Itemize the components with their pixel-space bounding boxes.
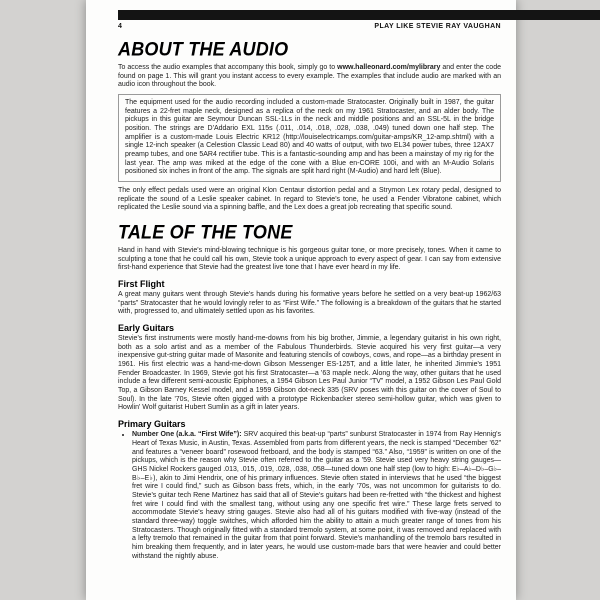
section-title-about-the-audio: ABOUT THE AUDIO (118, 38, 289, 60)
list-item-number-one (132, 431, 501, 561)
pedals-paragraph: The only effect pedals used were an original Klon Centaur distortion pedal and a Strymon Lex rotary pedal, designed to replicate the sound of a Leslie speaker cabinet. In regard to Stevie's tone, he used a Fender Vibratone cabinet, which replicated the Leslie sound via a spinning baffle, and the Lex does a great job recreating that specific sound. (118, 187, 501, 212)
early-guitars-paragraph: Stevie's first instruments were mostly hand-me-downs from his big brother, Jimmie, a legendary guitarist in his own right, both as a solo artist and as a member of the Fabulous Thunderbirds. Stevie acquired his very first guitar—a very inexpensive gut-string guitar made of Masonite and featuring stencils of cowboys, cows, and rope—as a birthday present in 1961. His first electric was a hand-me-down Gibson Messenger ES-125T, and a little later, he inherited Jimmie's 1951 Fender Broadcaster. In 1969, Stevie got his first Stratocaster—a '63 maple neck. Along the way, other guitars that he used include a few different semi-acoustic Epiphones, a 1954 Gibson Les Paul Junior “TV” model, a 1952 Gibson Les Paul Gold Top, a Gibson Barney Kessel model, and a 1959 Gibson dot-neck 335 (SRV poses with this guitar on the cover of Soul to Soul). In the late '70s, Stevie often gigged with a prototype Rickenbacker stereo semi-hollow guitar, which was given to Howlin' Wolf guitarist Hubert Sumlin as a gift in later years. (118, 335, 501, 412)
section-title-tale-of-the-tone: TALE OF THE TONE (118, 221, 293, 243)
page-header (118, 23, 501, 30)
equipment-box (118, 94, 501, 182)
equipment-paragraph: The equipment used for the audio recording included a custom-made Stratocaster. Originally built in 1987, the guitar features a 22-fret maple neck, designed as a replica of the neck on my 1961 Stratocaster, and an alder body. The pickups in this guitar are Seymour Duncan SSL-1Ls in the neck and middle positions and an SSL-5L in the bridge position. The strings are D'Addario EXL 115s (.011, .014, .018, .028, .038, .049) tuned down one half step. The amplifier is a custom-made Louis Electric KR12 (http://louiselectricamps.com/guitar-amps/KR_12-amp.shtml) with a single 12-inch speaker (a Celestion Classic Lead 80) and 40 watts of output, with two EL34 power tubes, three 12AX7 preamp tubes, and one 5AR4 rectifier tube. This is a fantastic-sounding amp and has been a mainstay of my rig for the last year. The amp was miked at the edge of the cone with a Blue en-CORE 100i, and with an M-Audio Solaris positioned six inches in front of the amp. The signals are split hard right (M-Audio) and hard left (Blue). (125, 99, 494, 176)
subheading-first-flight: First Flight (118, 279, 165, 290)
primary-guitars-list (118, 431, 501, 561)
subheading-early-guitars: Early Guitars (118, 323, 175, 334)
tale-intro-paragraph: Hand in hand with Stevie's mind-blowing technique is his gorgeous guitar tone, or more precisely, tones. When it came to sculpting a tone that he could call his own, Stevie took a unique approach to every aspect of gear. I can say from extensive first-hand experience that Stevie had the greatest live tone that I have ever heard in my life. (118, 247, 501, 272)
book-title: PLAY LIKE STEVIE RAY VAUGHAN (374, 23, 501, 30)
header-rule (118, 10, 600, 20)
mylibrary-url: www.halleonard.com/mylibrary (337, 64, 441, 71)
subheading-primary-guitars: Primary Guitars (118, 419, 186, 430)
page-number: 4 (118, 23, 123, 30)
book-page (86, 0, 516, 600)
intro-text-post: and enter the code found on page 1. This will grant you instant access to every example. The examples that include audio are marked with an audio icon throughout the book. (118, 64, 501, 89)
guitar-name-label: Number One (a.k.a. “First Wife”): (132, 431, 242, 439)
intro-text-pre: To access the audio examples that accompany this book, simply go to (118, 64, 338, 71)
first-flight-paragraph: A great many guitars went through Stevie's hands during his formative years before he settled on a very beat-up 1962/63 “parts” Stratocaster that he would lovingly refer to as “First Wife.” The following is a breakdown of the guitars that he started with, progressed to, and ultimately settled upon as his favorites. (118, 291, 501, 316)
about-audio-intro-paragraph (118, 64, 501, 90)
guitar-description: SRV acquired this beat-up “parts” sunburst Stratocaster in 1974 from Ray Hennig's Heart of Texas Music, in Austin, Texas. Assembled from parts from different years, the neck is stamped “December '62” and features a “veneer board” rosewood fretboard, and the body is stamped “63.” Also, “1959” is written on one of the pickups, which is the reason why Stevie often referred to the guitar as a '59. Stevie used very heavy string gauges—GHS Nickel Rockers gauged .013, .015, .019, .028, .038, .058—tuned down one half step (low to high: E♭–A♭–D♭–G♭–B♭–E♭), akin to Jimi Hendrix, one of his primary influences. Stevie often stated in interviews that he used “the biggest fret wire I could find,” such as Gibson bass frets, which, in the early '70s, was not uncommon for guitarists to do. Stevie's guitar tech Rene Martinez has said that all of Stevie's guitars had been re-fretted with “the thickest and highest fret wire I could find with the smallest tang, without using any one specific fret wire.” These large frets served to accommodate Stevie's heavy string gauges. Stevie also had all of his guitars modified with five-way (instead of the standard three-way) toggle switches, which afforded him the ability to attain a much greater range of tones from his Stratocasters. Though originally fitted with a standard tremolo system, at some point, it was removed and replaced with a lefty tremolo that remained in the guitar from that point forward. Stevie's manhandling of the tremolo bars resulted in him breaking them frequently, and in later years, he would use custom-made bars that were heavier and could better withstand the nightly abuse. (132, 431, 501, 560)
